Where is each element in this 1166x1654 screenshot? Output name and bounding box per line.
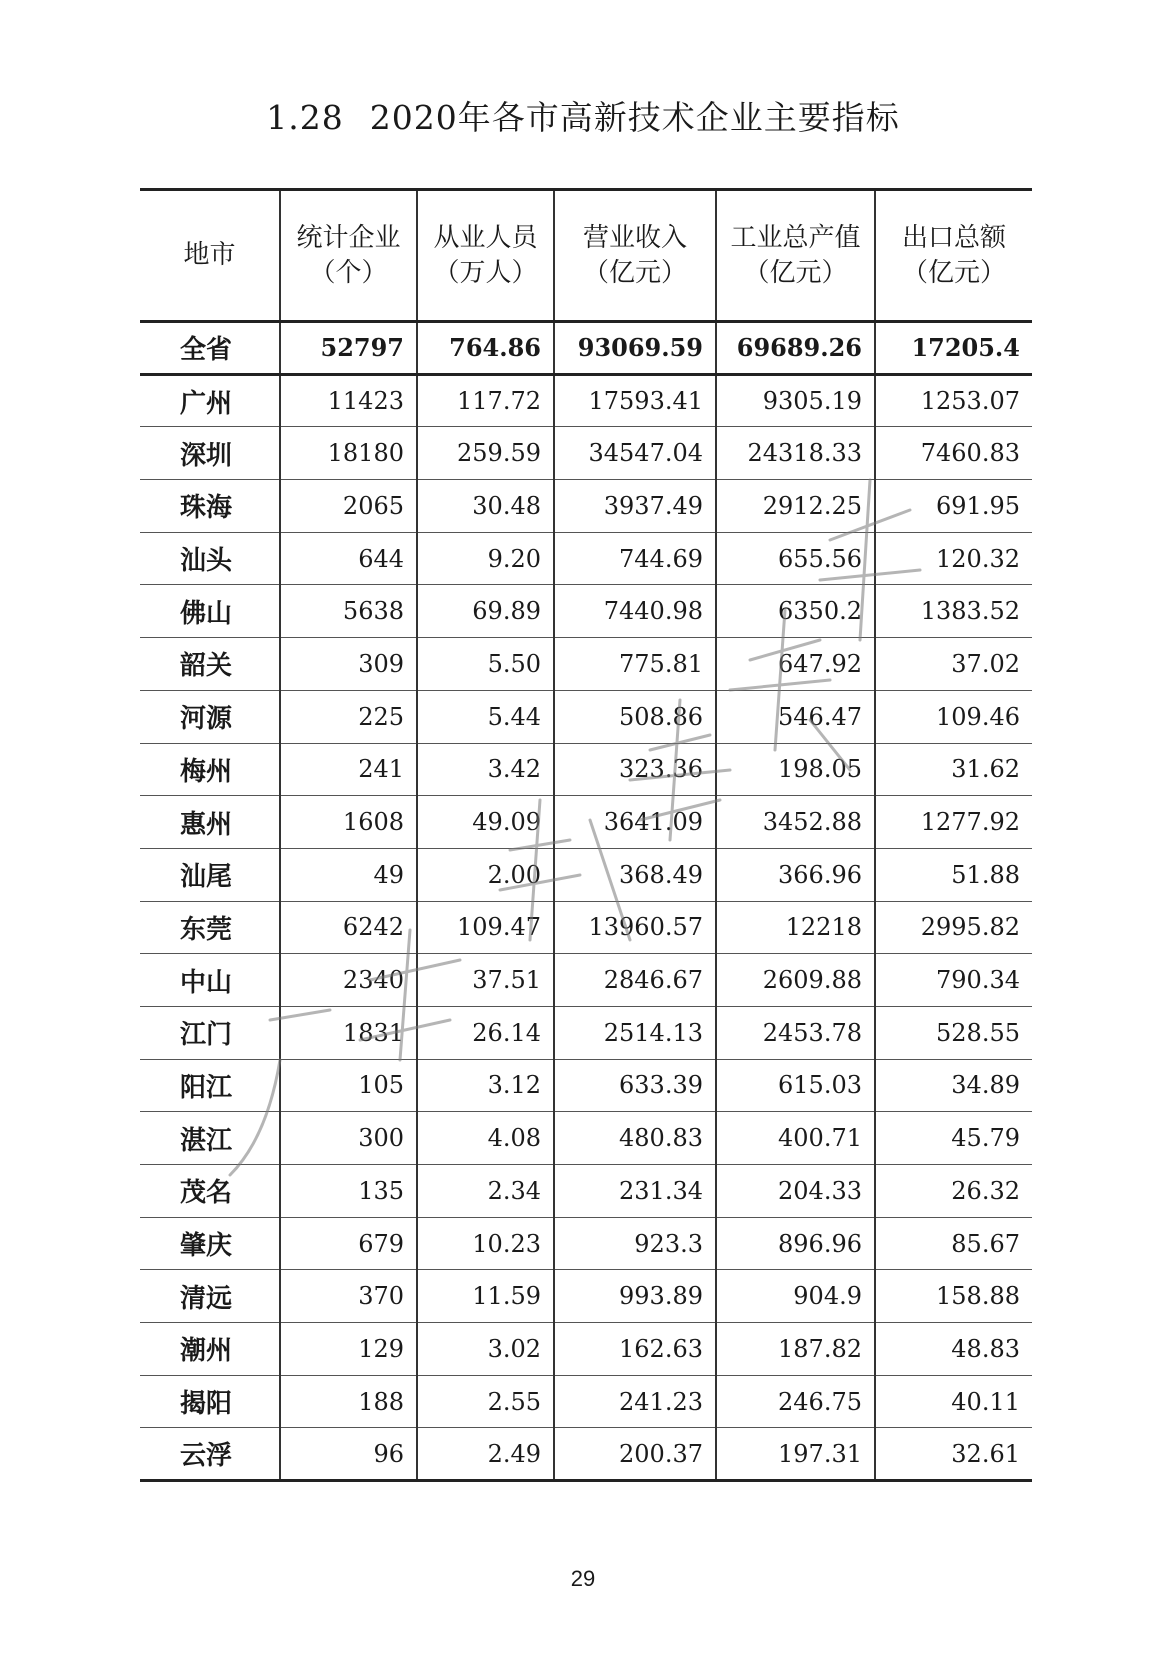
cell-city: 江门 — [140, 1006, 280, 1059]
cell-industrial-output: 366.96 — [716, 848, 875, 901]
table-row — [140, 427, 1032, 480]
cell-industrial-output: 9305.19 — [716, 374, 875, 427]
cell-enterprises: 52797 — [280, 322, 417, 375]
table-row — [140, 1217, 1032, 1270]
cell-industrial-output: 400.71 — [716, 1112, 875, 1165]
cell-employees: 10.23 — [417, 1217, 554, 1270]
cell-industrial-output: 6350.2 — [716, 585, 875, 638]
cell-city: 中山 — [140, 954, 280, 1007]
cell-exports: 45.79 — [875, 1112, 1032, 1165]
cell-employees: 37.51 — [417, 954, 554, 1007]
cell-industrial-output: 187.82 — [716, 1323, 875, 1376]
cell-employees: 30.48 — [417, 480, 554, 533]
table-number: 1.28 — [266, 98, 344, 137]
cell-industrial-output: 615.03 — [716, 1059, 875, 1112]
cell-industrial-output: 246.75 — [716, 1375, 875, 1428]
cell-enterprises: 135 — [280, 1165, 417, 1218]
cell-enterprises: 2065 — [280, 480, 417, 533]
cell-enterprises: 6242 — [280, 901, 417, 954]
cell-enterprises: 5638 — [280, 585, 417, 638]
cell-enterprises: 309 — [280, 638, 417, 691]
cell-employees: 109.47 — [417, 901, 554, 954]
cell-enterprises: 18180 — [280, 427, 417, 480]
cell-industrial-output: 198.05 — [716, 743, 875, 796]
cell-employees: 259.59 — [417, 427, 554, 480]
cell-city: 珠海 — [140, 480, 280, 533]
cell-city: 汕头 — [140, 532, 280, 585]
table-row — [140, 1428, 1032, 1481]
cell-city: 揭阳 — [140, 1375, 280, 1428]
cell-exports: 48.83 — [875, 1323, 1032, 1376]
cell-employees: 5.44 — [417, 690, 554, 743]
cell-exports: 158.88 — [875, 1270, 1032, 1323]
cell-employees: 2.00 — [417, 848, 554, 901]
cell-employees: 3.12 — [417, 1059, 554, 1112]
cell-revenue: 775.81 — [554, 638, 716, 691]
header-row — [140, 190, 1032, 322]
table-row — [140, 848, 1032, 901]
table-row — [140, 1165, 1032, 1218]
cell-revenue: 2846.67 — [554, 954, 716, 1007]
page-title — [0, 92, 1166, 139]
cell-exports: 85.67 — [875, 1217, 1032, 1270]
cell-revenue: 241.23 — [554, 1375, 716, 1428]
cell-city: 清远 — [140, 1270, 280, 1323]
cell-revenue: 93069.59 — [554, 322, 716, 375]
cell-enterprises: 370 — [280, 1270, 417, 1323]
table-row — [140, 690, 1032, 743]
cell-city: 湛江 — [140, 1112, 280, 1165]
header-revenue: 营业收入 （亿元） — [554, 190, 716, 322]
table-body — [140, 322, 1032, 1481]
cell-employees: 9.20 — [417, 532, 554, 585]
table-row — [140, 374, 1032, 427]
table-row-total — [140, 322, 1032, 375]
cell-industrial-output: 204.33 — [716, 1165, 875, 1218]
cell-city: 潮州 — [140, 1323, 280, 1376]
cell-city: 河源 — [140, 690, 280, 743]
cell-exports: 31.62 — [875, 743, 1032, 796]
table-row — [140, 1375, 1032, 1428]
cell-employees: 3.42 — [417, 743, 554, 796]
cell-enterprises: 241 — [280, 743, 417, 796]
table-row — [140, 954, 1032, 1007]
cell-employees: 117.72 — [417, 374, 554, 427]
cell-employees: 26.14 — [417, 1006, 554, 1059]
table-row — [140, 796, 1032, 849]
indicator-table — [140, 188, 1032, 1482]
cell-city: 汕尾 — [140, 848, 280, 901]
cell-exports: 34.89 — [875, 1059, 1032, 1112]
cell-revenue: 368.49 — [554, 848, 716, 901]
cell-enterprises: 1608 — [280, 796, 417, 849]
cell-city: 深圳 — [140, 427, 280, 480]
header-exports: 出口总额 （亿元） — [875, 190, 1032, 322]
cell-enterprises: 1831 — [280, 1006, 417, 1059]
cell-exports: 2995.82 — [875, 901, 1032, 954]
cell-industrial-output: 647.92 — [716, 638, 875, 691]
cell-revenue: 480.83 — [554, 1112, 716, 1165]
cell-exports: 1253.07 — [875, 374, 1032, 427]
header-city: 地市 — [140, 190, 280, 322]
table-row — [140, 1112, 1032, 1165]
cell-industrial-output: 197.31 — [716, 1428, 875, 1481]
table-row — [140, 585, 1032, 638]
cell-enterprises: 188 — [280, 1375, 417, 1428]
cell-city: 云浮 — [140, 1428, 280, 1481]
cell-city: 阳江 — [140, 1059, 280, 1112]
cell-industrial-output: 546.47 — [716, 690, 875, 743]
cell-employees: 2.34 — [417, 1165, 554, 1218]
cell-revenue: 3937.49 — [554, 480, 716, 533]
cell-enterprises: 2340 — [280, 954, 417, 1007]
table-row — [140, 1059, 1032, 1112]
cell-enterprises: 129 — [280, 1323, 417, 1376]
cell-industrial-output: 655.56 — [716, 532, 875, 585]
cell-industrial-output: 896.96 — [716, 1217, 875, 1270]
cell-enterprises: 105 — [280, 1059, 417, 1112]
cell-employees: 2.55 — [417, 1375, 554, 1428]
cell-industrial-output: 2453.78 — [716, 1006, 875, 1059]
cell-enterprises: 11423 — [280, 374, 417, 427]
cell-exports: 40.11 — [875, 1375, 1032, 1428]
cell-city: 梅州 — [140, 743, 280, 796]
cell-industrial-output: 2912.25 — [716, 480, 875, 533]
cell-exports: 1383.52 — [875, 585, 1032, 638]
table-row — [140, 901, 1032, 954]
table-row — [140, 743, 1032, 796]
cell-employees: 4.08 — [417, 1112, 554, 1165]
cell-employees: 69.89 — [417, 585, 554, 638]
cell-city: 茂名 — [140, 1165, 280, 1218]
cell-employees: 2.49 — [417, 1428, 554, 1481]
table-row — [140, 1270, 1032, 1323]
cell-revenue: 7440.98 — [554, 585, 716, 638]
cell-enterprises: 96 — [280, 1428, 417, 1481]
cell-city: 惠州 — [140, 796, 280, 849]
cell-industrial-output: 24318.33 — [716, 427, 875, 480]
cell-employees: 11.59 — [417, 1270, 554, 1323]
cell-exports: 7460.83 — [875, 427, 1032, 480]
table-row — [140, 532, 1032, 585]
table-row — [140, 1006, 1032, 1059]
cell-exports: 120.32 — [875, 532, 1032, 585]
header-enterprises: 统计企业 （个） — [280, 190, 417, 322]
cell-enterprises: 644 — [280, 532, 417, 585]
cell-employees: 49.09 — [417, 796, 554, 849]
cell-revenue: 508.86 — [554, 690, 716, 743]
cell-revenue: 923.3 — [554, 1217, 716, 1270]
cell-revenue: 633.39 — [554, 1059, 716, 1112]
cell-industrial-output: 69689.26 — [716, 322, 875, 375]
cell-city: 广州 — [140, 374, 280, 427]
table-row — [140, 638, 1032, 691]
cell-enterprises: 49 — [280, 848, 417, 901]
page-number: 29 — [570, 1566, 596, 1591]
cell-revenue: 3641.09 — [554, 796, 716, 849]
cell-revenue: 231.34 — [554, 1165, 716, 1218]
table-title-text: 2020年各市高新技术企业主要指标 — [369, 98, 900, 137]
cell-exports: 17205.4 — [875, 322, 1032, 375]
table-row — [140, 480, 1032, 533]
cell-enterprises: 225 — [280, 690, 417, 743]
table-row — [140, 1323, 1032, 1376]
cell-revenue: 162.63 — [554, 1323, 716, 1376]
cell-city: 东莞 — [140, 901, 280, 954]
cell-city: 肇庆 — [140, 1217, 280, 1270]
cell-exports: 1277.92 — [875, 796, 1032, 849]
cell-revenue: 744.69 — [554, 532, 716, 585]
cell-revenue: 2514.13 — [554, 1006, 716, 1059]
cell-revenue: 993.89 — [554, 1270, 716, 1323]
cell-city: 佛山 — [140, 585, 280, 638]
cell-industrial-output: 3452.88 — [716, 796, 875, 849]
cell-industrial-output: 12218 — [716, 901, 875, 954]
cell-revenue: 13960.57 — [554, 901, 716, 954]
cell-employees: 764.86 — [417, 322, 554, 375]
cell-enterprises: 300 — [280, 1112, 417, 1165]
cell-revenue: 323.36 — [554, 743, 716, 796]
cell-city: 韶关 — [140, 638, 280, 691]
cell-industrial-output: 2609.88 — [716, 954, 875, 1007]
cell-revenue: 34547.04 — [554, 427, 716, 480]
cell-exports: 691.95 — [875, 480, 1032, 533]
cell-exports: 51.88 — [875, 848, 1032, 901]
cell-revenue: 17593.41 — [554, 374, 716, 427]
cell-exports: 37.02 — [875, 638, 1032, 691]
cell-exports: 109.46 — [875, 690, 1032, 743]
cell-revenue: 200.37 — [554, 1428, 716, 1481]
cell-exports: 790.34 — [875, 954, 1032, 1007]
cell-exports: 32.61 — [875, 1428, 1032, 1481]
cell-exports: 528.55 — [875, 1006, 1032, 1059]
cell-exports: 26.32 — [875, 1165, 1032, 1218]
cell-enterprises: 679 — [280, 1217, 417, 1270]
cell-employees: 3.02 — [417, 1323, 554, 1376]
header-employees: 从业人员 （万人） — [417, 190, 554, 322]
cell-employees: 5.50 — [417, 638, 554, 691]
cell-industrial-output: 904.9 — [716, 1270, 875, 1323]
cell-city: 全省 — [140, 322, 280, 375]
header-industrial-output: 工业总产值 （亿元） — [716, 190, 875, 322]
